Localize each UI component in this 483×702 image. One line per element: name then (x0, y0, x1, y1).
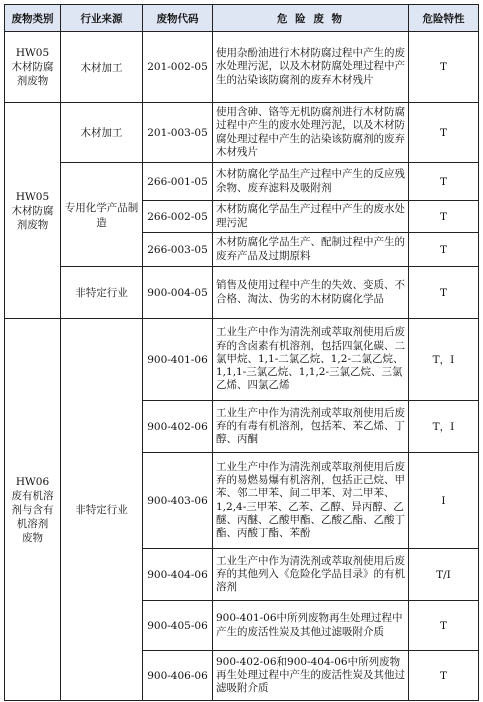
source-cell (61, 163, 143, 267)
code-cell: 900-405-06 (143, 601, 213, 651)
category-text: HW05 木材防腐 剂废物 (11, 190, 54, 231)
hazard-cell: T (409, 267, 479, 319)
code-cell: 900-406-06 (143, 651, 213, 701)
hazard-cell: T (409, 233, 479, 267)
waste-table-container (4, 4, 478, 701)
code-cell: 900-004-05 (143, 267, 213, 319)
description-cell: 木材防腐化学品生产、配制过程中产生的废弃产品及过期原料 (213, 233, 409, 267)
table-row (5, 103, 479, 163)
description-cell: 使用含砷、铬等无机防腐剂进行木材防腐过程中产生的废水处理污泥，以及木材防腐处理过程中产生的沾染该防腐剂的废弃木材残片 (213, 103, 409, 163)
hazard-cell: T，I (409, 319, 479, 401)
description-cell: 工业生产中作为清洗剂或萃取剂使用后废弃的其他列入《危险化学品目录》的有机溶剂 (213, 549, 409, 601)
description-cell: 销售及使用过程中产生的失效、变质、不合格、淘汰、伪劣的木材防腐化学品 (213, 267, 409, 319)
header-description: 危 险 废 物 (213, 5, 409, 32)
code-cell: 266-001-05 (143, 163, 213, 201)
code-cell: 900-401-06 (143, 319, 213, 401)
code-cell: 900-403-06 (143, 453, 213, 549)
hazard-cell: T (409, 201, 479, 233)
table-row (5, 163, 479, 201)
category-text: HW05 木材防腐 剂废物 (11, 47, 54, 87)
table-row (5, 267, 479, 319)
table-row (5, 32, 479, 103)
hazard-cell: T (409, 651, 479, 701)
description-cell: 900-401-06中所列废物再生处理过程中产生的废活性炭及其他过滤吸附介质 (213, 601, 409, 651)
header-row (5, 5, 479, 32)
source-text: 非特定行业 (75, 504, 128, 516)
category-text: HW06 废有机溶 剂与含有 机溶剂 废物 (11, 475, 54, 544)
description-cell: 工业生产中作为清洗剂或萃取剂使用后废弃的易燃易爆有机溶剂，包括正己烷、甲苯、邻二甲苯、间二甲苯、对二甲苯、1,2,4-三甲苯、乙苯、乙醇、异丙醇、乙醚、丙醚、乙酸甲酯、乙酸乙酯、乙酸丁酯、丙酸丁酯、苯酚 (213, 453, 409, 549)
hazard-cell: T (409, 103, 479, 163)
header-source: 行业来源 (61, 5, 143, 32)
hazardous-waste-table (4, 4, 479, 701)
hazard-cell: T (409, 601, 479, 651)
source-cell (61, 319, 143, 701)
code-cell: 201-002-05 (143, 32, 213, 103)
description-cell: 900-402-06和900-404-06中所列废物再生处理过程中产生的废活性炭及其他过滤吸附介质 (213, 651, 409, 701)
code-cell: 266-003-05 (143, 233, 213, 267)
description-cell: 工业生产中作为清洗剂或萃取剂使用后废弃的有毒有机溶剂，包括苯、苯乙烯、丁醇、丙酮 (213, 401, 409, 453)
code-cell: 900-402-06 (143, 401, 213, 453)
hazard-cell: I (409, 453, 479, 549)
category-cell (5, 103, 61, 319)
hazard-cell: T，I (409, 401, 479, 453)
source-cell: 木材加工 (61, 32, 143, 103)
code-cell: 201-003-05 (143, 103, 213, 163)
hazard-cell: T (409, 32, 479, 103)
category-cell (5, 32, 61, 103)
hazard-cell: T/I (409, 549, 479, 601)
table-row (5, 319, 479, 401)
source-cell: 木材加工 (61, 103, 143, 163)
header-code: 废物代码 (143, 5, 213, 32)
description-cell: 工业生产中作为清洗剂或萃取剂使用后废弃的含卤素有机溶剂，包括四氯化碳、二氯甲烷、1,1-二氯乙烷、1,2-二氯乙烷、1,1,1-三氯乙烷、1,1,2-三氯乙烷、三氯乙烯、四氯乙烯 (213, 319, 409, 401)
header-hazard: 危险特性 (409, 5, 479, 32)
description-cell: 木材防腐化学品生产过程中产生的反应残余物、废弃滤料及吸附剂 (213, 163, 409, 201)
source-text: 专用化学产品制造 (64, 201, 139, 229)
description-cell: 使用杂酚油进行木材防腐过程中产生的废水处理污泥，以及木材防腐处理过程中产生的沾染该防腐剂的废弃木材残片 (213, 32, 409, 103)
hazard-cell: T (409, 163, 479, 201)
header-category: 废物类别 (5, 5, 61, 32)
source-cell: 非特定行业 (61, 267, 143, 319)
code-cell: 900-404-06 (143, 549, 213, 601)
description-cell: 木材防腐化学品生产过程中产生的废水处理污泥 (213, 201, 409, 233)
code-cell: 266-002-05 (143, 201, 213, 233)
category-cell (5, 319, 61, 701)
